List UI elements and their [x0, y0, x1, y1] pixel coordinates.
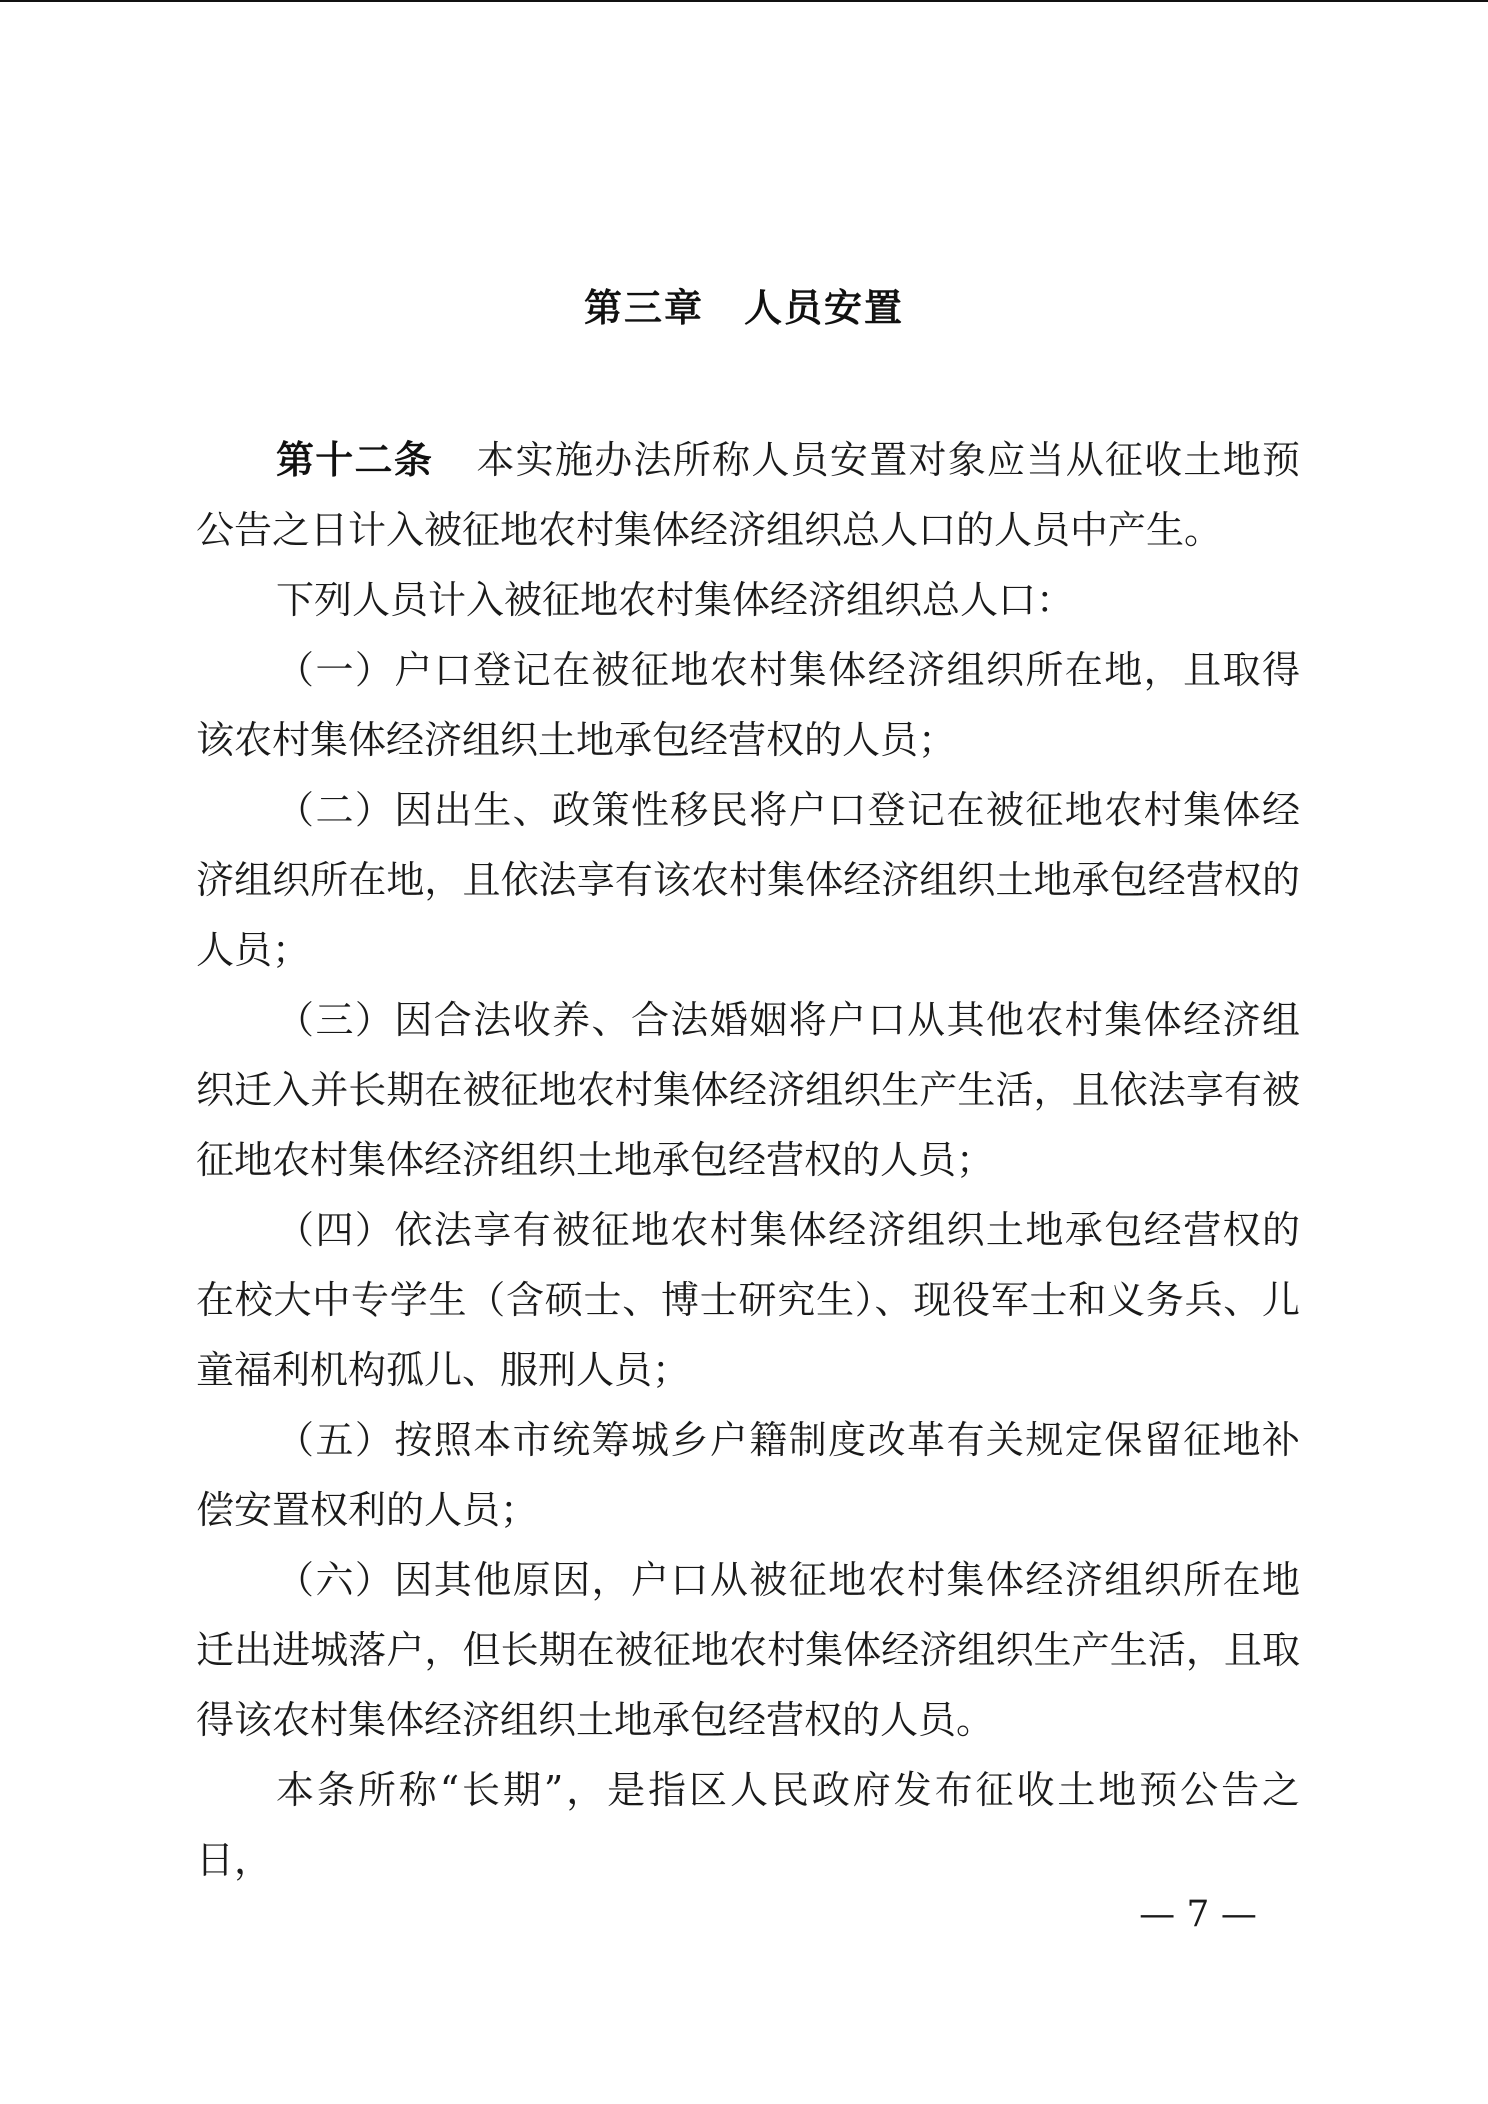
list-item-5: （五）按照本市统筹城乡户籍制度改革有关规定保留征地补偿安置权利的人员；: [196, 1418, 1300, 1532]
chapter-title: 第三章 人员安置: [583, 286, 904, 330]
article-number: 第十二条: [276, 438, 434, 482]
list-item-1: （一）户口登记在被征地农村集体经济组织所在地，且取得该农村集体经济组织土地承包经营权的人员；: [196, 648, 1300, 762]
list-item-4: （四）依法享有被征地农村集体经济组织土地承包经营权的在校大中专学生（含硕士、博士研究生）、现役军士和义务兵、儿童福利机构孤儿、服刑人员；: [196, 1208, 1300, 1392]
document-body: [196, 425, 1300, 1895]
article-lead-text: 本实施办法所称人员安置对象应当从征收土地预公告之日计入被征地农村集体经济组织总人口的人员中产生。: [196, 438, 1300, 552]
list-item-3: （三）因合法收养、合法婚姻将户口从其他农村集体经济组织迁入并长期在被征地农村集体经济组织生产生活，且依法享有被征地农村集体经济组织土地承包经营权的人员；: [196, 998, 1300, 1182]
paragraph-definition: 本条所称“长期”，是指区人民政府发布征收土地预公告之日，: [196, 1768, 1300, 1882]
paragraph-intro: 下列人员计入被征地农村集体经济组织总人口：: [276, 578, 1075, 622]
page-number: — 7 —: [1139, 1894, 1257, 1935]
article-paragraph: [196, 425, 1300, 565]
list-item-2: （二）因出生、政策性移民将户口登记在被征地农村集体经济组织所在地，且依法享有该农村集体经济组织土地承包经营权的人员；: [196, 788, 1300, 972]
list-item-6: （六）因其他原因，户口从被征地农村集体经济组织所在地迁出进城落户，但长期在被征地农村集体经济组织生产生活，且取得该农村集体经济组织土地承包经营权的人员。: [196, 1558, 1300, 1742]
